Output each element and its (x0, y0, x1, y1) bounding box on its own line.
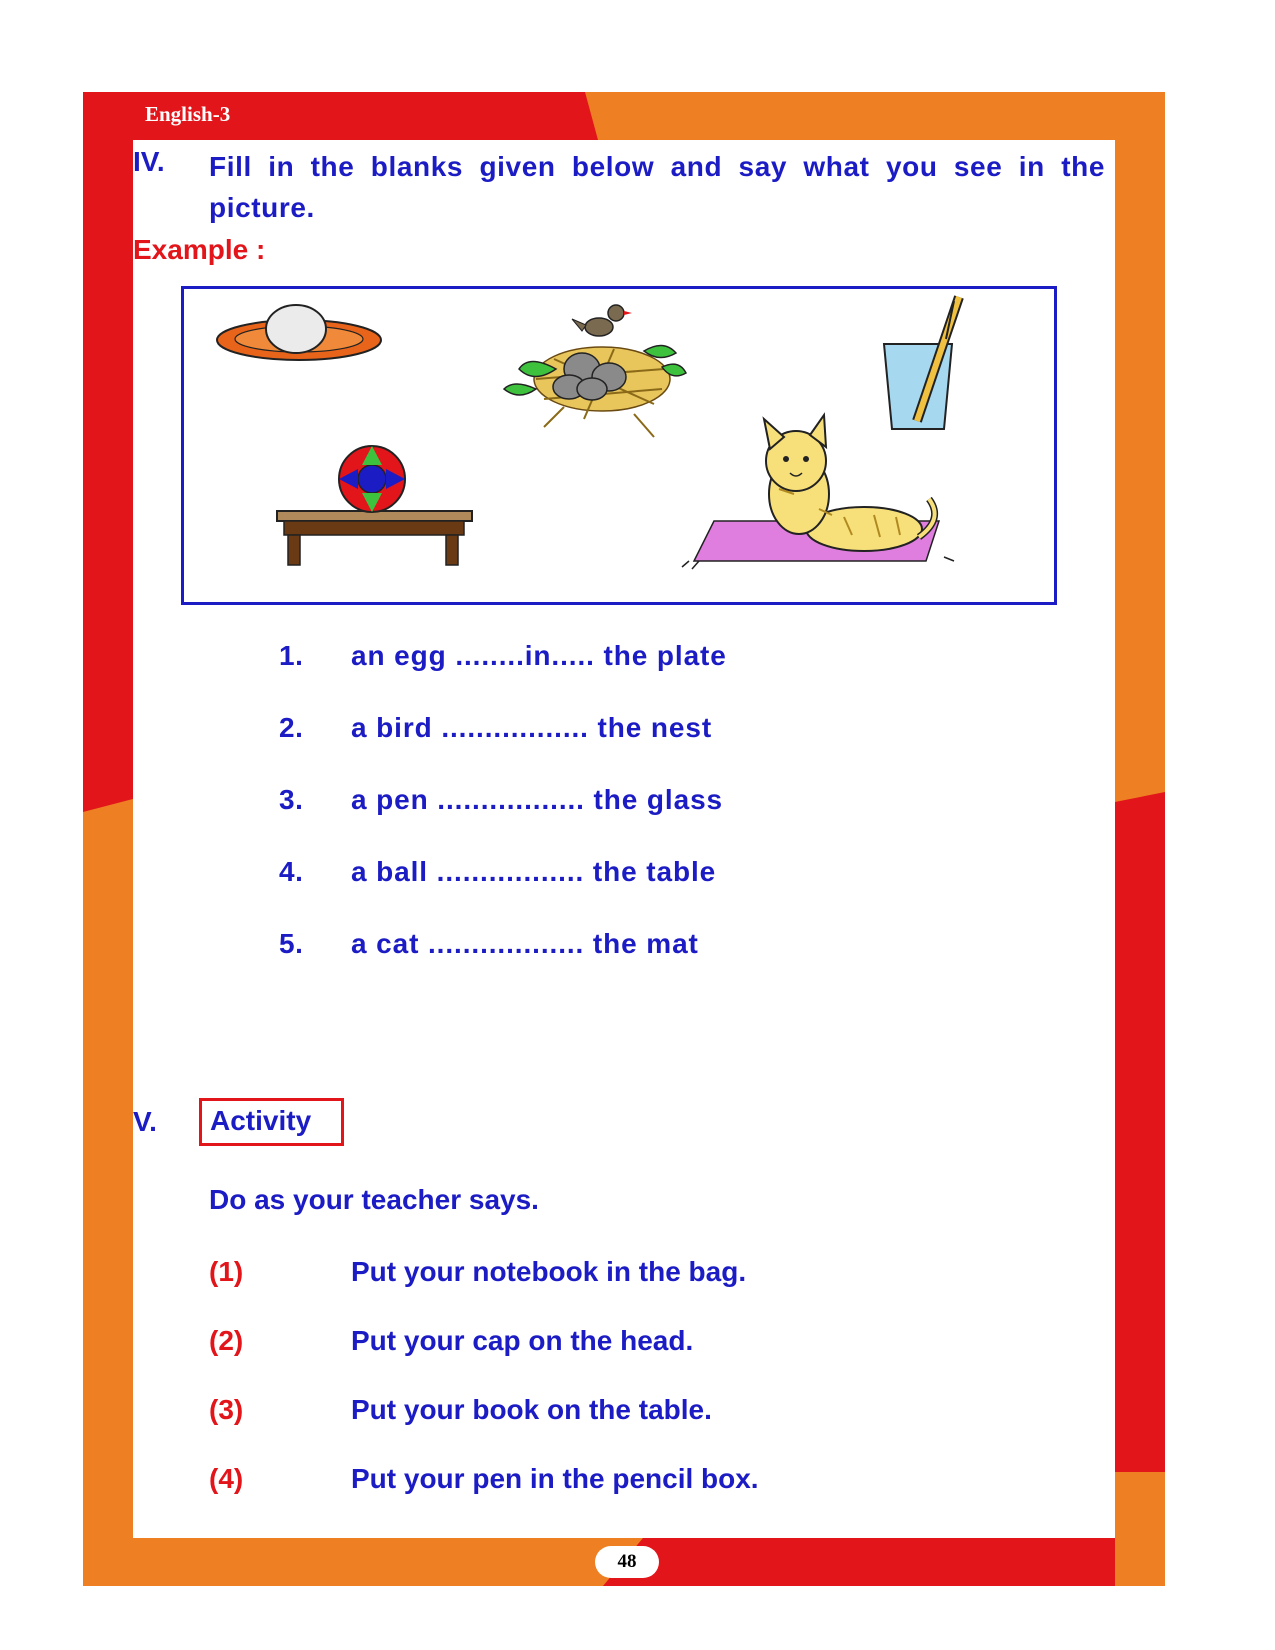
series-title: English-3 (145, 102, 231, 126)
page-frame (83, 92, 1165, 1586)
item-number: (2) (209, 1325, 244, 1356)
exercise-5-number: V. (133, 1106, 157, 1137)
activity-item: Put your cap on the head. (351, 1325, 694, 1356)
item-number: (3) (209, 1394, 244, 1425)
content-sheet (133, 140, 1115, 1538)
activity-item: Put your pen in the pencil box. (351, 1463, 759, 1494)
item-number: (1) (209, 1256, 244, 1287)
fill-blank-item: an egg ........in..... the plate (351, 640, 727, 671)
fill-blank-item: a ball ................. the table (351, 856, 717, 887)
item-number: 3. (279, 784, 304, 815)
page-number: 48 (595, 1546, 659, 1578)
example-label: Example : (133, 234, 266, 265)
activity-title: Activity (210, 1105, 312, 1136)
bird-on-nest-image (504, 305, 686, 437)
item-number: 5. (279, 928, 304, 959)
cat-on-mat-image (682, 415, 954, 569)
example-picture (181, 286, 1057, 605)
activity-item: Put your book on the table. (351, 1394, 712, 1425)
picture-illustrations (184, 289, 1054, 602)
fill-blank-item: a cat .................. the mat (351, 928, 699, 959)
ball-on-table-image (277, 446, 472, 565)
activity-box (199, 1098, 344, 1146)
exercise-4-number: IV. (133, 146, 165, 177)
item-number: 2. (279, 712, 304, 743)
pen-in-glass-image (884, 297, 959, 429)
item-number: (4) (209, 1463, 244, 1494)
fill-blank-item: a bird ................. the nest (351, 712, 713, 743)
exercise-5-instruction: Do as your teacher says. (209, 1184, 539, 1215)
item-number: 1. (279, 640, 304, 671)
item-number: 4. (279, 856, 304, 887)
egg-on-plate-image (217, 305, 381, 360)
fill-blank-item: a pen ................. the glass (351, 784, 724, 815)
activity-item: Put your notebook in the bag. (351, 1256, 747, 1287)
exercise-4-instruction: Fill in the blanks given below and say what you see in the picture. (209, 151, 1105, 223)
